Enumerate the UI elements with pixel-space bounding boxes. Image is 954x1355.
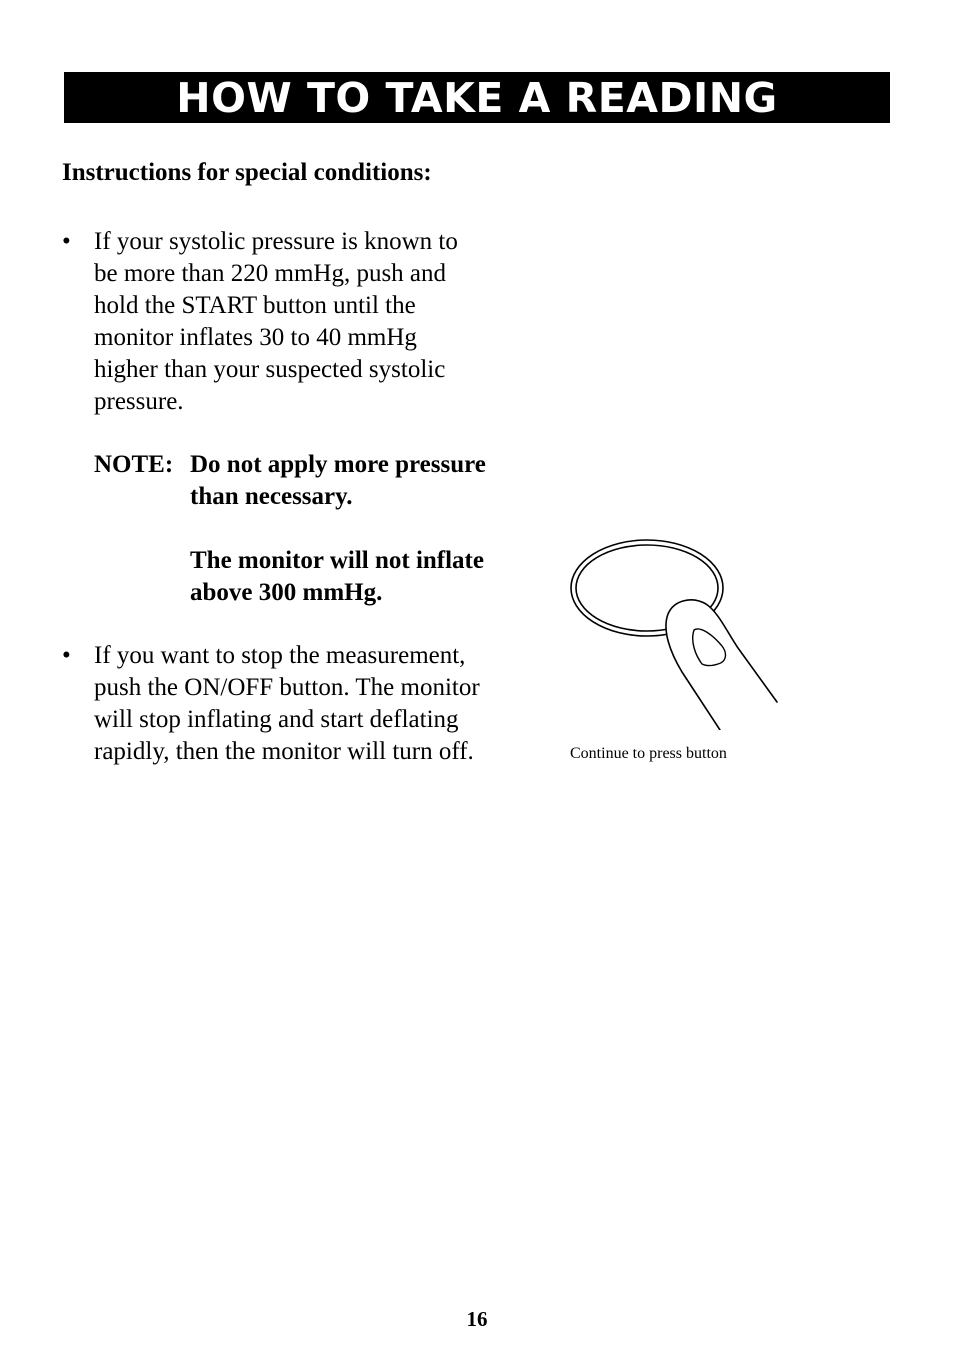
bullet-marker: • bbox=[62, 228, 71, 255]
paragraph-line: will stop inflating and start deflating bbox=[94, 706, 459, 733]
paragraph-line: pressure. bbox=[94, 388, 184, 415]
note-line: above 300 mmHg. bbox=[190, 579, 383, 606]
paragraph-line: be more than 220 mmHg, push and bbox=[94, 260, 447, 287]
note-block bbox=[94, 449, 486, 513]
note-line: than necessary. bbox=[190, 483, 353, 510]
page-title-bar bbox=[64, 72, 890, 123]
note-inflation-limit bbox=[190, 545, 484, 609]
page-title: HOW TO TAKE A READING bbox=[176, 74, 778, 122]
section-heading: Instructions for special conditions: bbox=[62, 159, 432, 186]
paragraph-line: If your systolic pressure is known to bbox=[94, 228, 458, 255]
note-label: NOTE: bbox=[94, 451, 174, 478]
page-number: 16 bbox=[466, 1307, 488, 1331]
bullet-marker: • bbox=[62, 642, 71, 669]
paragraph-line: hold the START button until the bbox=[94, 292, 416, 319]
paragraph-line: If you want to stop the measurement, bbox=[94, 642, 466, 669]
note-line: Do not apply more pressure bbox=[190, 451, 486, 478]
paragraph-line: rapidly, then the monitor will turn off. bbox=[94, 738, 474, 765]
stop-measurement-paragraph bbox=[94, 640, 480, 768]
paragraph-line: higher than your suspected systolic bbox=[94, 356, 446, 383]
paragraph-line: push the ON/OFF button. The monitor bbox=[94, 674, 480, 701]
systolic-instruction-paragraph bbox=[94, 226, 458, 418]
illustration-caption: Continue to press button bbox=[570, 745, 727, 762]
finger-pressing-button-icon bbox=[560, 530, 790, 730]
paragraph-line: monitor inflates 30 to 40 mmHg bbox=[94, 324, 417, 351]
note-line: The monitor will not inflate bbox=[190, 547, 484, 574]
